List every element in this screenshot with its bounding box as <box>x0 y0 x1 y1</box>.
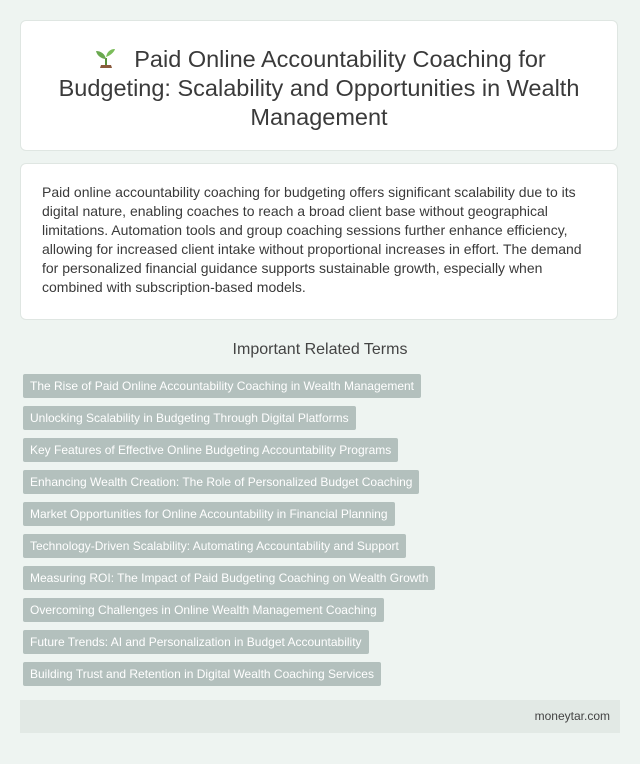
related-term-tag[interactable]: Key Features of Effective Online Budgeting Accountability Programs <box>23 438 398 462</box>
related-terms-list <box>23 374 619 694</box>
related-term-tag[interactable]: Enhancing Wealth Creation: The Role of Personalized Budget Coaching <box>23 470 419 494</box>
page-title <box>21 21 617 132</box>
related-term-tag[interactable]: Measuring ROI: The Impact of Paid Budgeting Coaching on Wealth Growth <box>23 566 435 590</box>
page-title-text: Paid Online Accountability Coaching for Budgeting: Scalability and Opportunities in Wealth Management <box>58 46 580 130</box>
title-card <box>20 20 618 151</box>
related-terms-heading: Important Related Terms <box>232 341 408 358</box>
related-term-tag[interactable]: Overcoming Challenges in Online Wealth Management Coaching <box>23 598 384 622</box>
sprout-icon <box>92 47 120 69</box>
footer <box>20 700 620 733</box>
related-term-tag[interactable]: Technology-Driven Scalability: Automating Accountability and Support <box>23 534 406 558</box>
footer-site: moneytar.com <box>534 709 610 723</box>
related-term-tag[interactable]: The Rise of Paid Online Accountability Coaching in Wealth Management <box>23 374 421 398</box>
summary-text: Paid online accountability coaching for budgeting offers significant scalability due to its digital nature, enabling coaches to reach a broad client base without geographical limitations. Automation tools and group coaching sessions further enhance efficiency, allowing for increased client intake without proportional increases in effort. The demand for personalized financial guidance supports sustainable growth, especially when combined with subscription-based models. <box>42 184 582 295</box>
summary-card <box>20 163 618 320</box>
related-term-tag[interactable]: Unlocking Scalability in Budgeting Through Digital Platforms <box>23 406 356 430</box>
related-term-tag[interactable]: Market Opportunities for Online Accountability in Financial Planning <box>23 502 395 526</box>
related-term-tag[interactable]: Building Trust and Retention in Digital Wealth Coaching Services <box>23 662 381 686</box>
related-term-tag[interactable]: Future Trends: AI and Personalization in Budget Accountability <box>23 630 369 654</box>
